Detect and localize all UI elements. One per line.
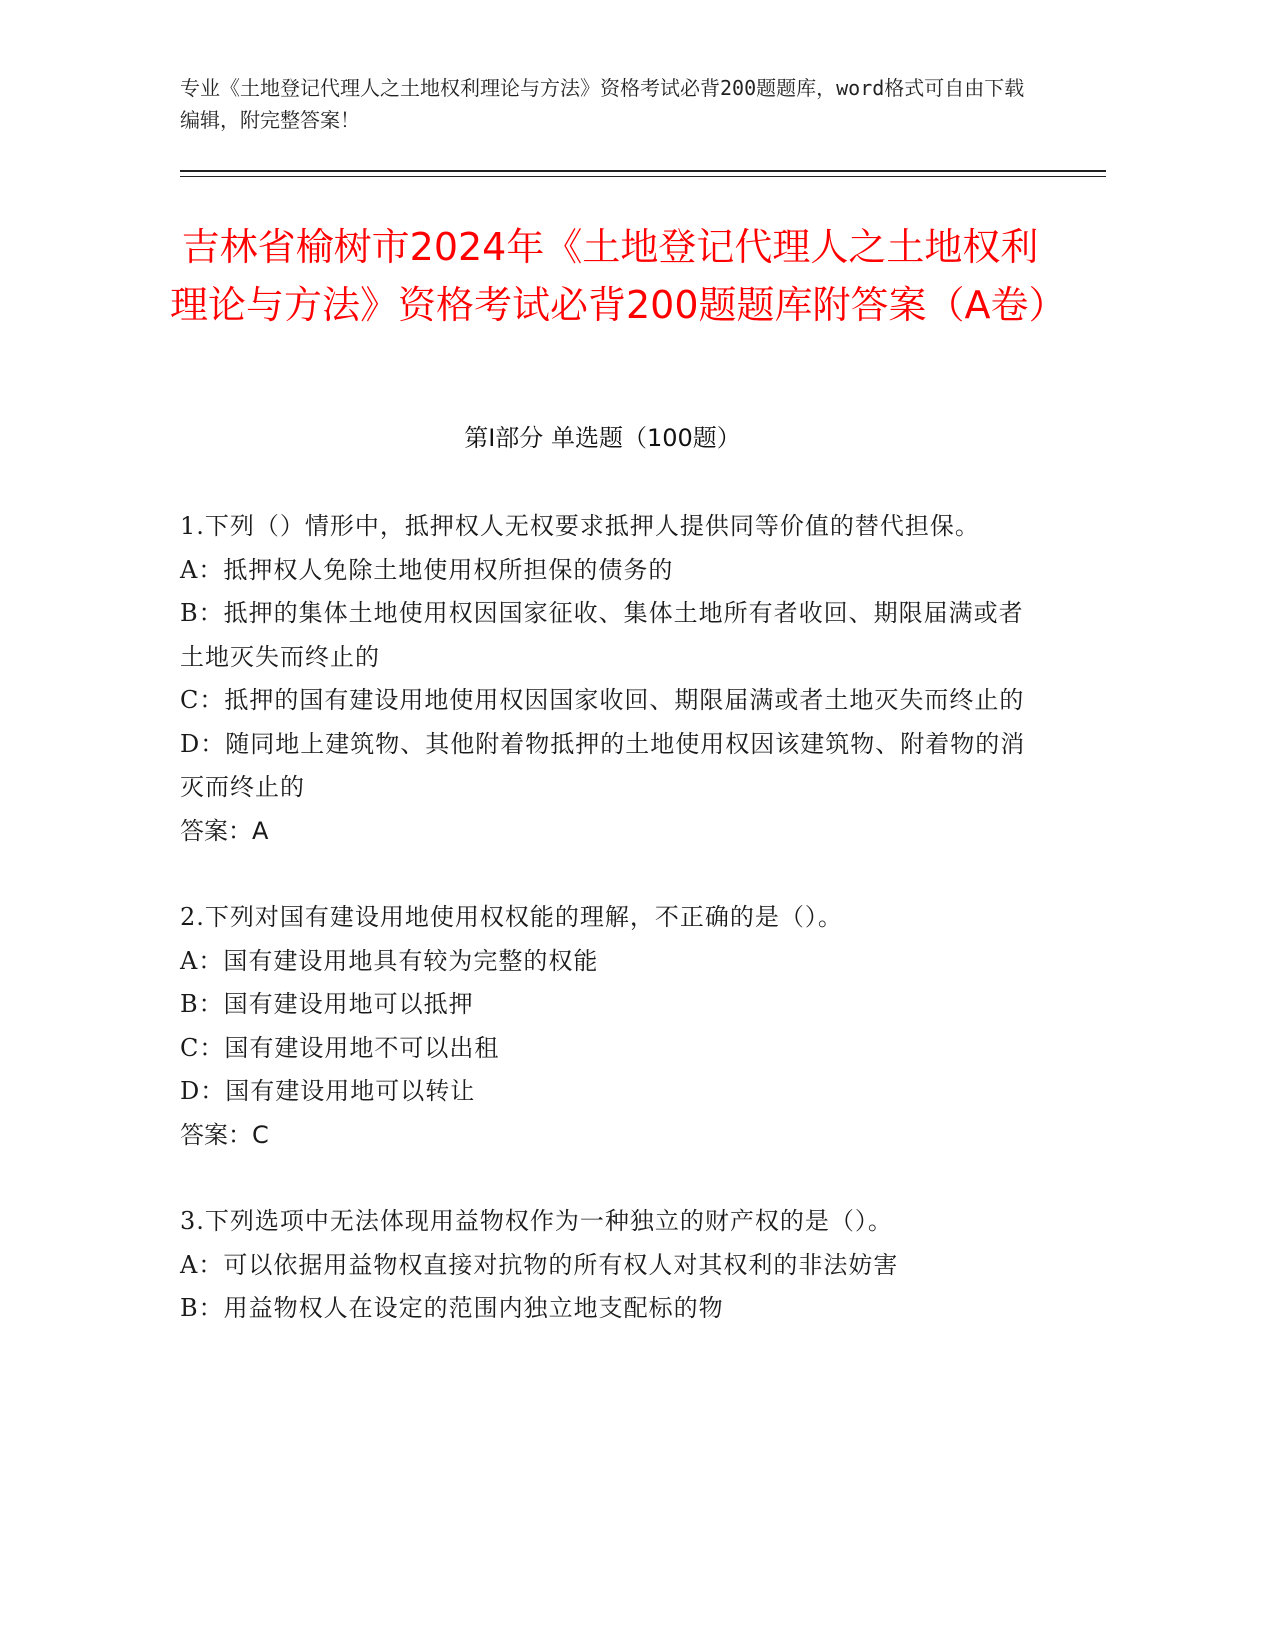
question-stem: 3.下列选项中无法体现用益物权作为一种独立的财产权的是（）。 — [180, 1207, 893, 1235]
header-divider-thin — [180, 176, 1106, 177]
question-3 — [180, 1200, 1030, 1331]
question-1 — [180, 505, 1030, 853]
option-b: B：国有建设用地可以抵押 — [180, 990, 474, 1018]
answer: 答案：A — [180, 816, 269, 845]
option-a: A：可以依据用益物权直接对抗物的所有权人对其权利的非法妨害 — [180, 1250, 899, 1279]
question-2 — [180, 896, 1030, 1157]
section-heading: 第I部分 单选题（100题） — [464, 424, 741, 452]
option-d: D：国有建设用地可以转让 — [180, 1077, 476, 1105]
answer: 答案：C — [180, 1120, 269, 1149]
question-list — [180, 505, 1030, 1374]
option-b: B：抵押的集体土地使用权因国家征收、集体土地所有者收回、期限届满或者土地灭失而终止的 — [180, 599, 1024, 671]
option-a: A：国有建设用地具有较为完整的权能 — [180, 946, 599, 975]
option-b: B：用益物权人在设定的范围内独立地支配标的物 — [180, 1294, 724, 1322]
header-divider-thick — [180, 170, 1106, 172]
option-d: D：随同地上建筑物、其他附着物抵押的土地使用权因该建筑物、附着物的消灭而终止的 — [180, 729, 1026, 801]
option-a: A：抵押权人免除土地使用权所担保的债务的 — [180, 555, 674, 584]
question-stem: 1.下列（）情形中，抵押权人无权要求抵押人提供同等价值的替代担保。 — [180, 512, 980, 540]
option-c: C：国有建设用地不可以出租 — [180, 1033, 500, 1062]
option-c: C：抵押的国有建设用地使用权因国家收回、期限届满或者土地灭失而终止的 — [180, 686, 1025, 714]
header-note: 专业《土地登记代理人之土地权利理论与方法》资格考试必背200题题库，word格式可自由下载编辑，附完整答案！ — [180, 76, 1025, 132]
question-stem: 2.下列对国有建设用地使用权权能的理解，不正确的是（）。 — [180, 903, 843, 931]
document-title: 吉林省榆树市2024年《土地登记代理人之土地权利理论与方法》资格考试必背200题题库附答案（A卷） — [170, 225, 1067, 327]
